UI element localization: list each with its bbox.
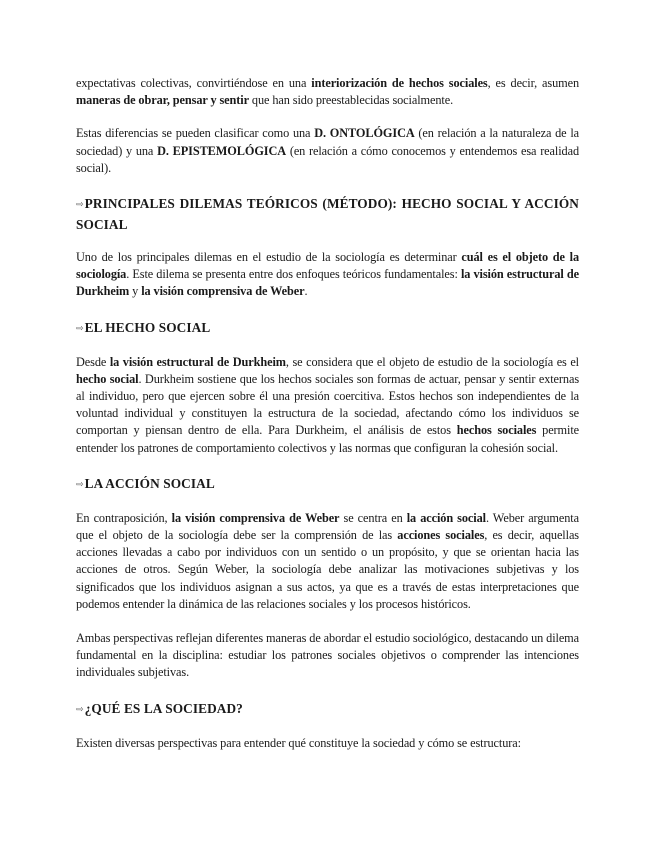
text-run: expectativas colectivas, convirtiéndose en una [76,76,312,90]
paragraph-dilemas [76,249,579,301]
bold-term: la visión estructural de Durkheim [109,354,286,369]
text-run: . Durkheim sostiene que los hechos sociales son formas de actuar, pensar y sentir externas al individuo, pero que ejercen sobre él una presión coercitiva. Estos hechos son independientes de la voluntad individual y constituyen la estructura de la sociedad, afectando cómo los individuos se comportan y piensan dentro de ella. Para Durkheim, el análisis de estos [76,371,579,438]
paragraph-sociedad: Existen diversas perspectivas para entender qué constituye la sociedad y cómo se estructura: [76,735,521,750]
heading-hecho-social [76,318,579,339]
arrow-right-icon: ⇨ [76,200,84,211]
bold-term: D. ONTOLÓGICA [314,126,415,141]
arrow-right-icon: ⇨ [76,479,84,490]
text-run: permite entender los patrones de comportamiento colectivos y las normas que configuran la cohesión social. [76,423,580,455]
bold-term: la visión comprensiva de Weber [171,510,340,525]
heading-text: EL HECHO SOCIAL [84,319,211,335]
bold-term: maneras de obrar, pensar y sentir [76,93,249,108]
text-run: (en relación a cómo conocemos y entendemos esa realidad social). [76,143,579,175]
text-run: (en relación a la naturaleza de la sociedad) y una [76,126,579,158]
text-run: Desde [76,354,110,369]
bold-term: interiorización de hechos sociales [311,76,488,90]
paragraph-accion-social [76,510,579,613]
heading-que-es-sociedad [76,699,579,720]
text-run: , se considera que el objeto de estudio de la sociología es el [285,354,579,369]
bold-term: la visión estructural de Durkheim [76,267,579,299]
document-page [76,75,579,769]
arrow-right-icon: ⇨ [76,704,84,715]
heading-dilemas [76,194,579,234]
text-run: Uno de los principales dilemas en el estudio de la sociología es determinar [76,250,462,265]
heading-text: PRINCIPALES DILEMAS TEÓRICOS (MÉTODO): HECHO SOCIAL Y ACCIÓN SOCIAL [76,196,579,233]
text-run: En contraposición, [76,510,172,525]
heading-text: LA ACCIÓN SOCIAL [84,475,215,491]
text-run: . [304,284,308,299]
paragraph-ambas-perspectivas: Ambas perspectivas reflejan diferentes maneras de abordar el estudio sociológico, destacando un dilema fundamental en la disciplina: estudiar los patrones sociales objetivos o comprender las intenciones individuales subjetivas. [76,631,580,680]
bold-term: cuál es el objeto de la sociología [76,250,579,282]
intro-paragraph-1 [76,75,579,109]
bold-term: la visión comprensiva de Weber [141,284,305,299]
heading-text: ¿QUÉ ES LA SOCIEDAD? [84,700,243,716]
text-run: y [129,284,142,299]
arrow-right-icon: ⇨ [76,323,84,334]
text-run: , es decir, aquellas acciones llevadas a cabo por individuos con un sentido o un propósito, y que se orientan hacia las acciones de otros. Según Weber, la sociología debe analizar las motivaciones subjetivas y los significados que los individuos asignan a sus actos, ya que es a través de estas interpretaciones que podemos entender la dinámica de las relaciones sociales y los procesos históricos. [76,528,579,611]
text-run: Estas diferencias se pueden clasificar como una [76,126,315,141]
text-run: se centra en [339,510,407,525]
bold-term: hecho social [76,371,139,386]
paragraph-hecho-social [76,354,579,457]
heading-accion-social [76,474,579,495]
bold-term: acciones sociales [397,528,485,543]
intro-paragraph-2 [76,125,579,177]
text-run: . Este dilema se presenta entre dos enfoques teóricos fundamentales: [126,267,461,282]
text-run: que han sido preestablecidas socialmente. [248,93,454,108]
bold-term: la acción social [406,510,486,525]
text-run: . Weber argumenta que el objeto de la sociología debe ser la comprensión de las [76,510,579,543]
text-run: , es decir, asumen [487,76,579,90]
bold-term: D. EPISTEMOLÓGICA [157,143,287,158]
bold-term: hechos sociales [456,423,537,438]
